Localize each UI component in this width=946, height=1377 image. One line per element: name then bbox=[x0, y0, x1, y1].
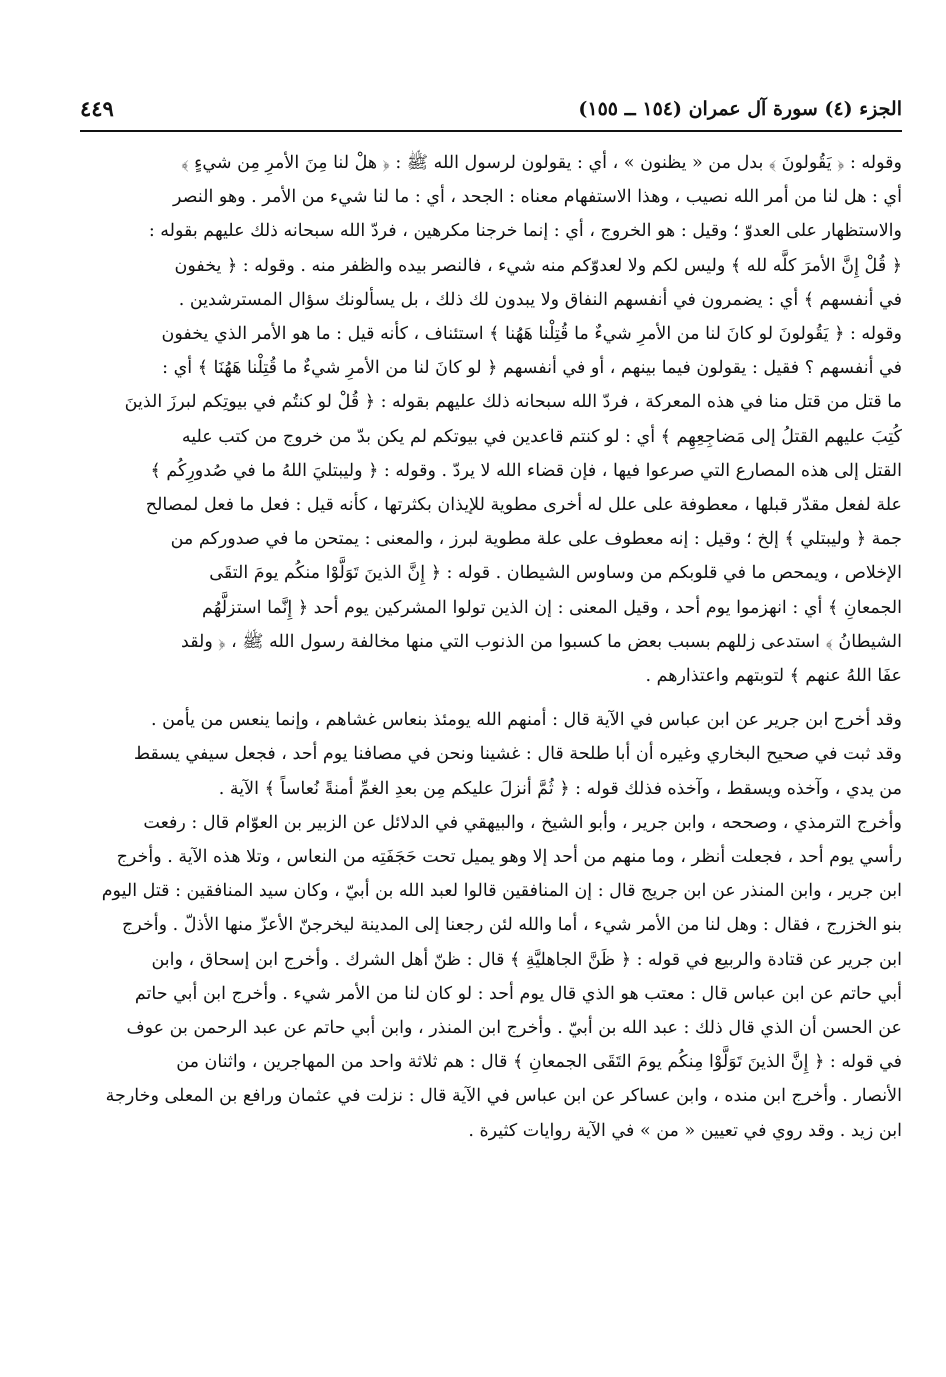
text-line: الأنصار . وأخرج ابن منده ، وابن عساكر عن ابن عباس في الآية قال : نزلت في عثمان ورافع بن المعلى وخارجة bbox=[105, 1086, 902, 1107]
text-line: وقوله : ﴿ يَقُولونَ لو كانَ لنا من الأمرِ شيءٌ ما قُتِلْنا هَهُنا ﴾ استئناف ، كأنه قيل : ما هو الأمر الذي يخفون bbox=[161, 324, 902, 345]
text-line: علة لفعل مقدّر قبلها ، معطوفة على علل له أخرى مطوية للإيذان بكثرتها ، كأنه قيل : فعل ما فعل لمصالح bbox=[145, 495, 902, 516]
text-line: الإخلاص ، ويمحص ما في قلوبكم من وساوس الشيطان . قوله : ﴿ إِنَّ الذينَ تَوَلَّوْا منكُم يومَ التقَى bbox=[209, 563, 902, 584]
paragraph bbox=[76, 146, 902, 693]
text-line: أي : هل لنا من أمر الله نصيب ، وهذا الاستفهام معناه : الجحد ، أي : ما لنا شيء من الأمر . وهو النصر bbox=[173, 187, 902, 208]
text-line: في أنفسهم ﴾ أي : يضمرون في أنفسهم النفاق ولا يبدون لك ذلك ، بل يسألونك سؤال المسترشدين . bbox=[178, 289, 902, 310]
text-line: عفَا اللهُ عنهم ﴾ لتوبتهم واعتذارهم . bbox=[645, 666, 902, 687]
paragraph bbox=[76, 703, 902, 1148]
text-line: وقد ثبت في صحيح البخاري وغيره أن أبا طلحة قال : غشينا ونحن في مصافنا يوم أحد ، فجعل سيفي يسقط bbox=[133, 744, 902, 765]
text-line: رأسي يوم أحد ، فجعلت أنظر ، وما منهم من أحد إلا وهو يميل تحت حَجَفَتِه من النعاس ، وتلا هذه الآية . وأخرج bbox=[116, 847, 902, 868]
text-line: الجمعانِ ﴾ أي : انهزموا يوم أحد ، وقيل المعنى : إن الذين تولوا المشركين يوم أحد ﴿ إِنَّما استزلَّهُم bbox=[202, 597, 902, 618]
page-header bbox=[80, 92, 902, 132]
text-line: كُتِبَ عليهم القتلُ إلى مَضاجِعِهِم ﴾ أي : لو كنتم قاعدين في بيوتكم لم يكن بدّ من خروج من كتب عليه bbox=[181, 426, 902, 447]
text-line: ابن جرير عن قتادة والربيع في قوله : ﴿ ظَنَّ الجاهليَّةِ ﴾ قال : ظنّ أهل الشرك . وأخرج ابن إسحاق ، وابن bbox=[151, 949, 902, 970]
text-line: أبي حاتم عن ابن عباس قال : معتب هو الذي قال يوم أحد : لو كان لنا من الأمر شيء . وأخرج ابن أبي حاتم bbox=[134, 983, 902, 1004]
text-line: جمة ﴿ وليبتلي ﴾ إلخ ؛ وقيل : إنه معطوف على علة مطوية لبرز ، والمعنى : يمتحن ما في صدوركم من bbox=[170, 529, 902, 550]
page-number: ٤٤٩ bbox=[80, 96, 114, 121]
text-line: في أنفسهم ؟ فقيل : يقولون فيما بينهم ، أو في أنفسهم ﴿ لو كانَ لنا من الأمرِ شيءٌ ما قُتِلْنا هَهُنَا ﴾ أي : bbox=[162, 358, 902, 379]
text-line: من يدي ، وآخذه ويسقط ، وآخذه فذلك قوله : ﴿ ثُمَّ أنزلَ عليكم مِن بعدِ الغمِّ أمنةً نُعاساً ﴾ الآية . bbox=[218, 778, 902, 799]
text-line: في قوله : ﴿ إِنَّ الذينَ تَوَلَّوْا مِنكُم يومَ التَقَى الجمعانِ ﴾ قال : هم ثلاثة واحد من المهاجرين ، واثنان من bbox=[176, 1052, 902, 1073]
text-line: ابن جرير ، وابن المنذر عن ابن جريج قال : إن المنافقين قالوا لعبد الله بن أبيّ ، وكان سيد المنافقين : قتل اليوم bbox=[101, 881, 902, 902]
text-line: وقوله : ﴿ يَقُولونَ ﴾ بدل من « يظنون » ، أي : يقولون لرسول الله ﷺ : ﴿ هلْ لنا مِنَ الأمرِ مِن شيءٍ ﴾ bbox=[181, 153, 902, 173]
text-line: القتل إلى هذه المصارع التي صرعوا فيها ، فإن قضاء الله لا يردّ . وقوله : ﴿ وليبتليَ اللهُ ما في صُدورِكُم ﴾ bbox=[150, 460, 902, 481]
text-line: وقد أخرج ابن جرير عن ابن عباس في الآية قال : أمنهم الله يومئذ بنعاس غشاهم ، وإنما ينعس من يأمن . bbox=[150, 710, 902, 731]
text-line: الشيطانُ ﴾ استدعى زللهم بسبب بعض ما كسبوا من الذنوب التي منها مخالفة رسول الله ﷺ ، ﴿ ولقد bbox=[181, 631, 902, 652]
text-line: عن الحسن أن الذي قال ذلك : عبد الله بن أبيّ . وأخرج ابن المنذر ، وابن أبي حاتم عن عبد الرحمن بن عوف bbox=[126, 1018, 902, 1039]
text-line: بنو الخزرج ، فقال : وهل لنا من الأمر شيء ، أما والله لئن رجعنا إلى المدينة ليخرجنّ الأعزّ منها الأذلّ . وأخرج bbox=[122, 915, 902, 936]
text-line: والاستظهار على العدوّ ؛ وقيل : هو الخروج ، أي : إنما خرجنا مكرهين ، فردّ الله سبحانه ذلك عليهم بقوله : bbox=[148, 221, 902, 242]
header-divider bbox=[80, 130, 902, 132]
running-title: الجزء (٤) سورة آل عمران (١٥٤ ــ ١٥٥) bbox=[578, 98, 902, 120]
text-line: ما قتل من قتل منا في هذه المعركة ، فردّ الله سبحانه ذلك عليهم بقوله : ﴿ قُلْ لو كنتُم في بيوتِكم لبرزَ الذينَ bbox=[124, 392, 902, 413]
text-line: ابن زيد . وقد روي في تعيين « من » في الآية روايات كثيرة . bbox=[468, 1120, 902, 1141]
text-line: وأخرج الترمذي ، وصححه ، وابن جرير ، وأبو الشيخ ، والبيهقي في الدلائل عن الزبير بن العوّام قال : رفعت bbox=[143, 812, 902, 833]
text-line: ﴿ قُلْ إِنَّ الأمرَ كلَّه لله ﴾ وليس لكم ولا لعدوّكم منه شيء ، فالنصر بيده والظفر منه . وقوله : ﴿ يخفون bbox=[174, 255, 902, 276]
page-body bbox=[76, 146, 902, 1366]
